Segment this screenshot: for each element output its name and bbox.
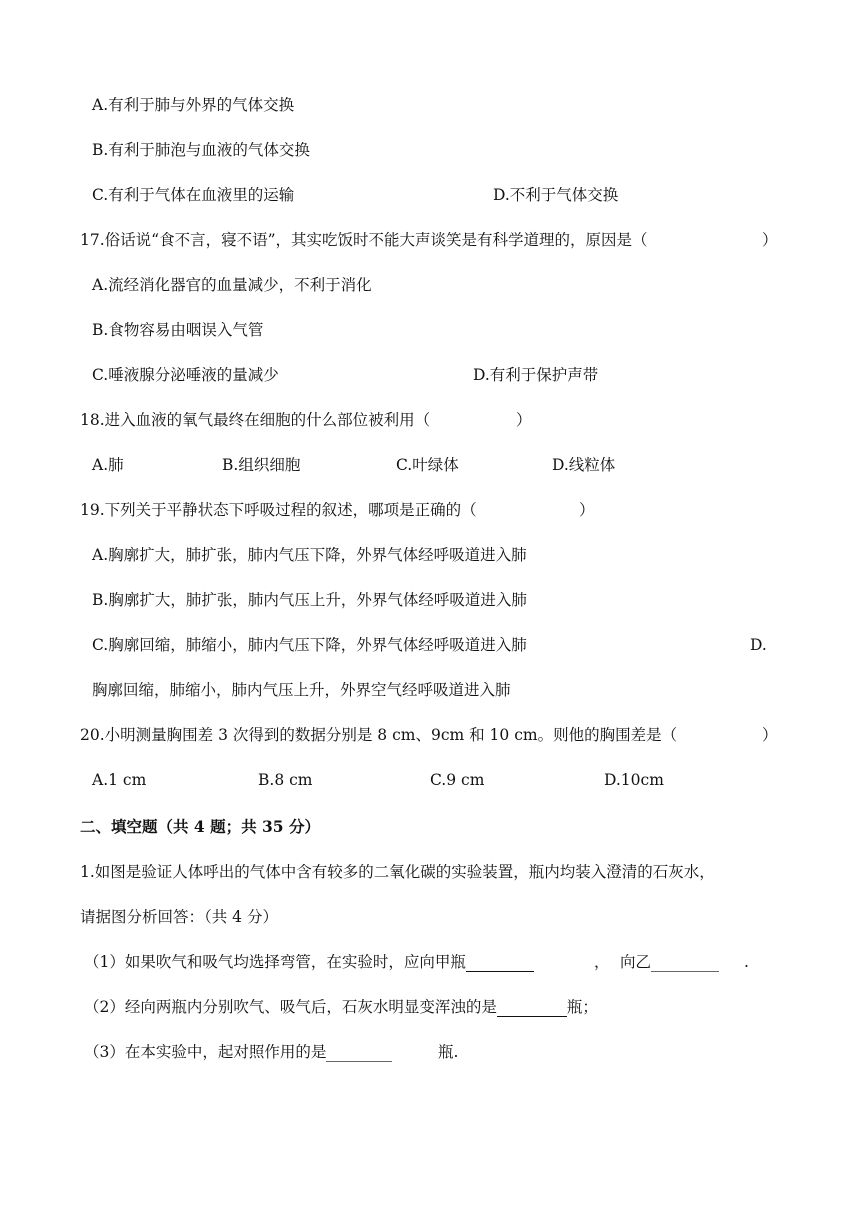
q20-close-paren: ） xyxy=(762,726,778,744)
q20-option-a: A.1 cm xyxy=(92,771,147,789)
q17-option-c: C.唾液腺分泌唾液的量减少 xyxy=(92,366,279,384)
q18-stem: 18.进入血液的氧气最终在细胞的什么部位被利用（ xyxy=(80,411,431,429)
fill1-blank-jia[interactable] xyxy=(466,954,534,972)
fill1-stem-line1: 1.如图是验证人体呼出的气体中含有较多的二氧化碳的实验装置，瓶内均装入澄清的石灰水， xyxy=(80,863,715,881)
q19-option-a: A.胸廓扩大，肺扩张，肺内气压下降，外界气体经呼吸道进入肺 xyxy=(92,546,527,564)
q20-option-b: B.8 cm xyxy=(258,771,313,789)
fill1-part2-suffix: 瓶； xyxy=(566,998,598,1016)
q17-close-paren: ） xyxy=(762,231,778,249)
fill1-part1-period: . xyxy=(744,953,749,971)
fill1-blank-control[interactable] xyxy=(326,1044,392,1062)
fill1-blank-yi[interactable] xyxy=(651,954,719,972)
q17-stem: 17.俗话说“食不言，寝不语”，其实吃饭时不能大声谈笑是有科学道理的，原因是（ xyxy=(80,231,648,249)
q20-option-c: C.9 cm xyxy=(430,771,485,789)
q18-close-paren: ） xyxy=(516,411,532,429)
q16-option-d: D.不利于气体交换 xyxy=(493,186,619,204)
q16-option-b: B.有利于肺泡与血液的气体交换 xyxy=(92,141,310,159)
q20-option-d: D.10cm xyxy=(604,771,664,789)
q16-option-a: A.有利于肺与外界的气体交换 xyxy=(92,96,295,114)
fill1-part3-suffix: 瓶. xyxy=(438,1043,459,1061)
fill1-blank-turbid[interactable] xyxy=(497,999,567,1017)
q19-option-b: B.胸廓扩大，肺扩张，肺内气压上升，外界气体经呼吸道进入肺 xyxy=(92,591,527,609)
q17-option-a: A.流经消化器官的血量减少，不利于消化 xyxy=(92,276,372,294)
q18-option-c: C.叶绿体 xyxy=(396,456,459,474)
q16-option-c: C.有利于气体在血液里的运输 xyxy=(92,186,295,204)
q19-close-paren: ） xyxy=(579,501,595,519)
q19-option-d-text: 胸廓回缩，肺缩小，肺内气压上升，外界空气经呼吸道进入肺 xyxy=(92,681,511,699)
fill1-part2-text: （2）经向两瓶内分别吹气、吸气后，石灰水明显变浑浊的是 xyxy=(84,998,497,1016)
fill1-part3 xyxy=(84,1042,392,1062)
fill1-part2 xyxy=(84,997,598,1017)
fill1-part1-text: （1）如果吹气和吸气均选择弯管，在实验时，应向甲瓶 xyxy=(84,953,466,971)
q20-stem: 20.小明测量胸围差 3 次得到的数据分别是 8 cm、9cm 和 10 cm。则他的胸围差是（ xyxy=(80,726,678,744)
fill1-part1-comma: ， xyxy=(594,953,610,971)
fill1-stem-line2: 请据图分析回答：（共 4 分） xyxy=(80,908,278,926)
q18-option-a: A.肺 xyxy=(92,456,124,474)
q19-stem: 19.下列关于平静状态下呼吸过程的叙述，哪项是正确的（ xyxy=(80,501,477,519)
fill1-part1 xyxy=(84,952,534,972)
fill1-part1-yi-text: 向乙 xyxy=(620,953,652,971)
q17-option-b: B.食物容易由咽误入气管 xyxy=(92,321,264,339)
q18-option-b: B.组织细胞 xyxy=(222,456,301,474)
fill1-part3-text: （3）在本实验中，起对照作用的是 xyxy=(84,1043,327,1061)
section-heading: 二、填空题（共 4 题；共 35 分） xyxy=(80,817,320,836)
q18-option-d: D.线粒体 xyxy=(552,456,616,474)
q17-option-d: D.有利于保护声带 xyxy=(473,366,599,384)
fill1-part1-yi xyxy=(620,952,719,972)
q19-option-d-label: D. xyxy=(750,636,767,654)
q19-option-c: C.胸廓回缩，肺缩小，肺内气压下降，外界气体经呼吸道进入肺 xyxy=(92,636,527,654)
